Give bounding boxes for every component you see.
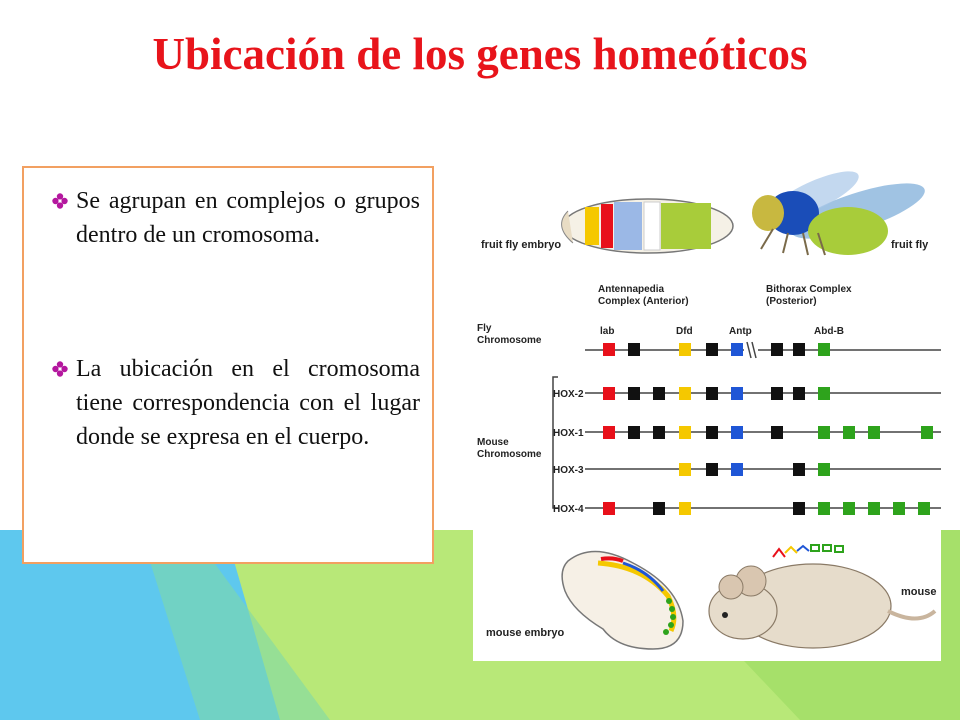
- mouse-chromosome-label: Mouse: [477, 437, 509, 448]
- gene-label-lab: lab: [600, 326, 615, 337]
- bullet-text: Se agrupan en complejos o grupos dentro de un cromosoma.: [76, 188, 420, 248]
- diamond-bullet-icon: [52, 361, 68, 377]
- hox-gene-figure: [473, 171, 941, 661]
- mouse-label: mouse: [901, 586, 937, 598]
- bithorax-sub-label: (Posterior): [766, 296, 817, 307]
- gene-label-antp: Antp: [729, 326, 752, 337]
- bullet-item: [52, 352, 420, 454]
- hox-label: HOX-3: [553, 465, 584, 476]
- hox-label: HOX-1: [553, 428, 584, 439]
- diamond-bullet-icon: [52, 193, 68, 209]
- hox2-gene-row: [603, 387, 830, 400]
- text-box: [22, 166, 434, 564]
- mouse-chromosome-label-line2: Chromosome: [477, 449, 542, 460]
- bullet-text: La ubicación en el cromosoma tiene correspondencia con el lugar donde se expresa en el cuerpo.: [76, 356, 420, 450]
- fruit-fly-label: fruit fly: [891, 239, 929, 251]
- gene-label-dfd: Dfd: [676, 326, 693, 337]
- antennapedia-label: Antennapedia: [598, 284, 665, 295]
- bullet-item: [52, 184, 420, 252]
- fly-chromosome-label: Fly: [477, 323, 492, 334]
- fruit-fly-embryo-label: fruit fly embryo: [481, 239, 562, 251]
- mouse-embryo-illustration: [562, 551, 683, 649]
- hox-label: HOX-4: [553, 504, 584, 515]
- fly-chromosome-label-line2: Chromosome: [477, 335, 542, 346]
- mouse-embryo-label: mouse embryo: [486, 627, 565, 639]
- slide-title: Ubicación de los genes homeóticos: [152, 29, 808, 79]
- gene-label-abdb: Abd-B: [814, 326, 844, 337]
- fly-gene-row: [603, 341, 830, 359]
- antennapedia-sub-label: Complex (Anterior): [598, 296, 689, 307]
- hox-label: HOX-2: [553, 389, 584, 400]
- bithorax-label: Bithorax Complex: [766, 284, 852, 295]
- fruit-fly-embryo-illustration: [562, 199, 733, 253]
